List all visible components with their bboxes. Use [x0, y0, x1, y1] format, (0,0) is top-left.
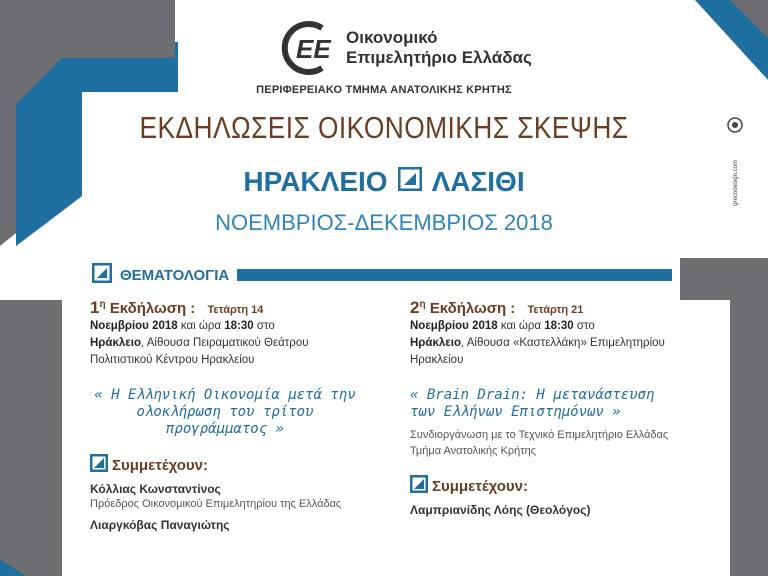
- event1-participant2-name: Λιαργκόβας Παναγιώτης: [90, 518, 230, 532]
- square-icon: [410, 475, 428, 497]
- oee-logo: [278, 20, 532, 76]
- main-title: ΕΚΔΗΛΩΣΕΙΣ ΟΙΚΟΝΟΜΙΚΗΣ ΣΚΕΨΗΣ: [139, 110, 629, 145]
- side-credit-text: grecodesign.com: [733, 160, 739, 206]
- event1-participant1-role: Πρόεδρος Οικονομικού Επιμελητηρίου της Ελλάδας: [90, 498, 342, 510]
- dates-subtitle: ΝΟΕΜΒΡΙΟΣ-ΔΕΚΕΜΒΡΙΟΣ 2018: [215, 210, 553, 235]
- event2-column: [410, 298, 680, 517]
- event2-details: Νοεμβρίου 2018 και ώρα 18:30 στο Ηράκλειο, Αίθουσα «Καστελλάκη» Επιμελητηρίου Ηρακλείου: [410, 320, 665, 366]
- city1: ΗΡΑΚΛΕΙΟ: [243, 166, 388, 197]
- right-gray-shape: [680, 258, 768, 576]
- event1-details: Νοεμβρίου 2018 και ώρα 18:30 στο Ηράκλειο, Αίθουσα Πειραματικού Θεάτρου Πολιτιστικού Κέντρου Ηρακλείου: [90, 320, 309, 366]
- event2-coorganizer-note: Συνδιοργάνωση με το Τεχνικό Επιμελητήριο Ελλάδας Τμήμα Ανατολικής Κρήτης: [410, 429, 669, 457]
- cities-line: [0, 166, 768, 198]
- square-icon: [92, 263, 112, 288]
- event1-column: [90, 298, 360, 532]
- square-icon: [398, 166, 422, 198]
- event1-participant1-name: Κόλλιας Κωνσταντίνος: [90, 482, 221, 496]
- theme-divider: [237, 269, 672, 281]
- event1-participants-heading: Συμμετέχουν:: [90, 454, 360, 476]
- event1-heading: $1^\eta$ Εκδήλωση : Τετάρτη 14: [90, 298, 264, 317]
- theme-label: ΘΕΜΑΤΟΛΟΓΙΑ: [120, 266, 230, 284]
- event2-topic: « Brain Drain: Η μετανάστευση των Ελλήνων Επιστημόνων »: [410, 387, 655, 420]
- event2-participants-heading: Συμμετέχουν:: [410, 475, 680, 497]
- logo-line2: Επιμελητήριο Ελλάδας: [346, 48, 532, 67]
- event2-heading: $2^\eta$ Εκδήλωση : Τετάρτη 21: [410, 298, 584, 317]
- event1-topic: « Η Ελληνική Οικονομία μετά την ολοκλήρωση του τρίτου προγράμματος »: [94, 387, 356, 437]
- svg-text:EE: EE: [296, 34, 331, 64]
- logo-line1: Οικονομικό: [346, 28, 438, 47]
- oee-logo-icon: [278, 20, 338, 76]
- square-icon: [90, 454, 108, 476]
- theme-bar: [92, 264, 672, 286]
- side-emblem-icon: [727, 117, 743, 138]
- region-subtitle: ΠΕΡΙΦΕΡΕΙΑΚΟ ΤΜΗΜΑ ΑΝΑΤΟΛΙΚΗΣ ΚΡΗΤΗΣ: [256, 84, 512, 96]
- city2: ΛΑΣΙΘΙ: [431, 166, 525, 197]
- event2-participant1-name: Λαμπριανίδης Λόης (Θεολόγος): [410, 503, 591, 517]
- bottom-left-gray-shape: [0, 300, 62, 576]
